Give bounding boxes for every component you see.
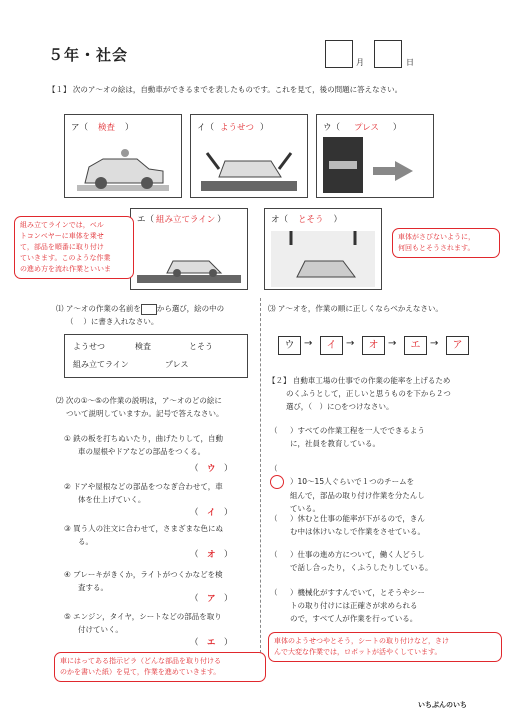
note-instruction-sheet: 車にはってある指示ビラ（どんな部品を取り付ける のかを書いた紙）を見て，作業を進めていきます。 <box>54 652 266 682</box>
press-illustration <box>323 137 427 193</box>
picture-a-letter: ア（ <box>71 123 89 133</box>
order-box-4[interactable]: エ <box>404 336 427 355</box>
arrow-right-icon: → <box>430 338 439 349</box>
q4-item-4[interactable]: （ ）仕事の進め方について，働く人どうし で話し合ったり，くふうしたりしている。 <box>270 550 433 572</box>
order-box-5[interactable]: ア <box>446 336 469 355</box>
question-1: ⑴ ア～オの作業の名前を から選び，絵の中の （ ）に書き入れなさい。 <box>56 304 225 326</box>
painting-illustration <box>271 231 375 287</box>
question-2: ⑵ 次の①～⑤の作業の説明は，ア～オのどの絵に ついて説明していますか。記号で答えなさい。 <box>56 396 224 418</box>
order-box-3[interactable]: オ <box>362 336 385 355</box>
picture-o-answer: とそう <box>298 215 324 225</box>
q4-item-2[interactable]: （）10～15人ぐらいで１つのチームを 組んで，部品の取り付け作業を分たんし ている。 <box>270 464 425 513</box>
picture-e: エ（ 組み立てライン ） <box>130 208 248 290</box>
q4-item-3[interactable]: （ ）休むと仕事の能率が下がるので，きん む中は休けいなしで作業をさせている。 <box>270 514 425 536</box>
q2-item-2: ② ドアや屋根などの部品をつなぎ合わせて，車 体を仕上げていく。 <box>64 482 223 504</box>
arrow-right-icon: → <box>346 338 355 349</box>
picture-i-answer: ようせつ <box>220 123 255 133</box>
q2-answer-1[interactable]: （ ウ ） <box>190 464 233 474</box>
order-sequence <box>278 336 478 356</box>
picture-o: オ（ とそう ） <box>264 208 382 290</box>
arrow-right-icon: → <box>388 338 397 349</box>
column-divider <box>260 298 261 658</box>
q2-item-5: ⑤ エンジン，タイヤ，シートなどの部品を取り 付けていく。 <box>64 612 222 634</box>
footer-logo: いちぷんのいち <box>418 701 467 709</box>
word-press: プレス <box>165 360 189 369</box>
word-tosou: とそう <box>189 342 213 351</box>
word-bank <box>64 334 248 378</box>
picture-u-answer: プレス <box>354 123 379 133</box>
q2-item-3: ③ 買う人の注文に合わせて，さまざまな色にぬ る。 <box>64 524 223 546</box>
month-box[interactable] <box>325 40 353 68</box>
q2-answer-4[interactable]: （ ア ） <box>190 594 233 604</box>
word-assembly-line: 組み立てライン <box>73 360 129 369</box>
q4-item-1[interactable]: （ ）すべての作業工程を一人でできるよう に，社員を教育している。 <box>270 426 425 448</box>
q2-answer-2[interactable]: （ イ ） <box>190 508 233 518</box>
picture-a-answer: 検査 <box>98 123 116 133</box>
word-yousetsu: ようせつ <box>73 342 105 351</box>
order-box-2[interactable]: イ <box>320 336 343 355</box>
q2-answer-5[interactable]: （ エ ） <box>190 638 233 648</box>
note-assembly-line: 組み立てラインでは，ベル トコンベヤーに車体を乗せ て，部品を順番に取り付け ていきます。このような作業 の進め方を流れ作業といいま <box>14 216 134 279</box>
note-painting: 車体がさびないように， 何回もとそうされます。 <box>392 228 500 258</box>
day-label: 日 <box>406 58 414 67</box>
q2-item-1: ① 鉄の板を打ちぬいたり，曲げたりして，自動 車の屋根やドアなどの部品をつくる。 <box>64 434 223 456</box>
welding-illustration <box>201 143 297 193</box>
intro-text: 【１】 次のア～オの絵は，自動車ができるまでを表したものです。これを見て，後の問題に答えなさい。 <box>48 85 403 94</box>
question-3: ⑶ ア～オを，作業の順に正しくならべかえなさい。 <box>268 304 443 313</box>
day-box[interactable] <box>374 40 402 68</box>
arrow-right-icon: → <box>304 338 313 349</box>
picture-u: ウ（ プレス ） <box>316 114 434 198</box>
month-label: 月 <box>356 58 364 67</box>
question-4: 【２】 自動車工場の仕事での作業の能率を上げるため のくふうとして，正しいと思うものを下から２つ 選び，（ ）に○をつけなさい。 <box>268 376 451 411</box>
note-robots: 車体のようせつやとそう，シートの取り付けなど，きけ んで大変な作業では，ロボットが活やくしています。 <box>268 632 502 662</box>
page-title: ５年・社会 <box>48 46 129 64</box>
order-box-1[interactable]: ウ <box>278 336 301 355</box>
q2-answer-3[interactable]: （ オ ） <box>190 550 233 560</box>
picture-i: イ（ ようせつ ） <box>190 114 308 198</box>
word-kensa: 検査 <box>135 342 151 351</box>
answer-circle-icon <box>270 475 284 489</box>
assembly-line-illustration <box>137 237 241 287</box>
q4-item-5[interactable]: （ ）機械化がすすんでいて，とそうやシー トの取り付けには正確さが求められる ので，すべて人が作業を行っている。 <box>270 588 425 623</box>
picture-a: ア（ 検査 ） <box>64 114 182 198</box>
car-inspection-illustration <box>77 145 169 193</box>
q2-item-4: ④ ブレーキがきくか，ライトがつくかなどを検 査する。 <box>64 570 223 592</box>
picture-e-answer: 組み立てライン <box>156 215 216 225</box>
